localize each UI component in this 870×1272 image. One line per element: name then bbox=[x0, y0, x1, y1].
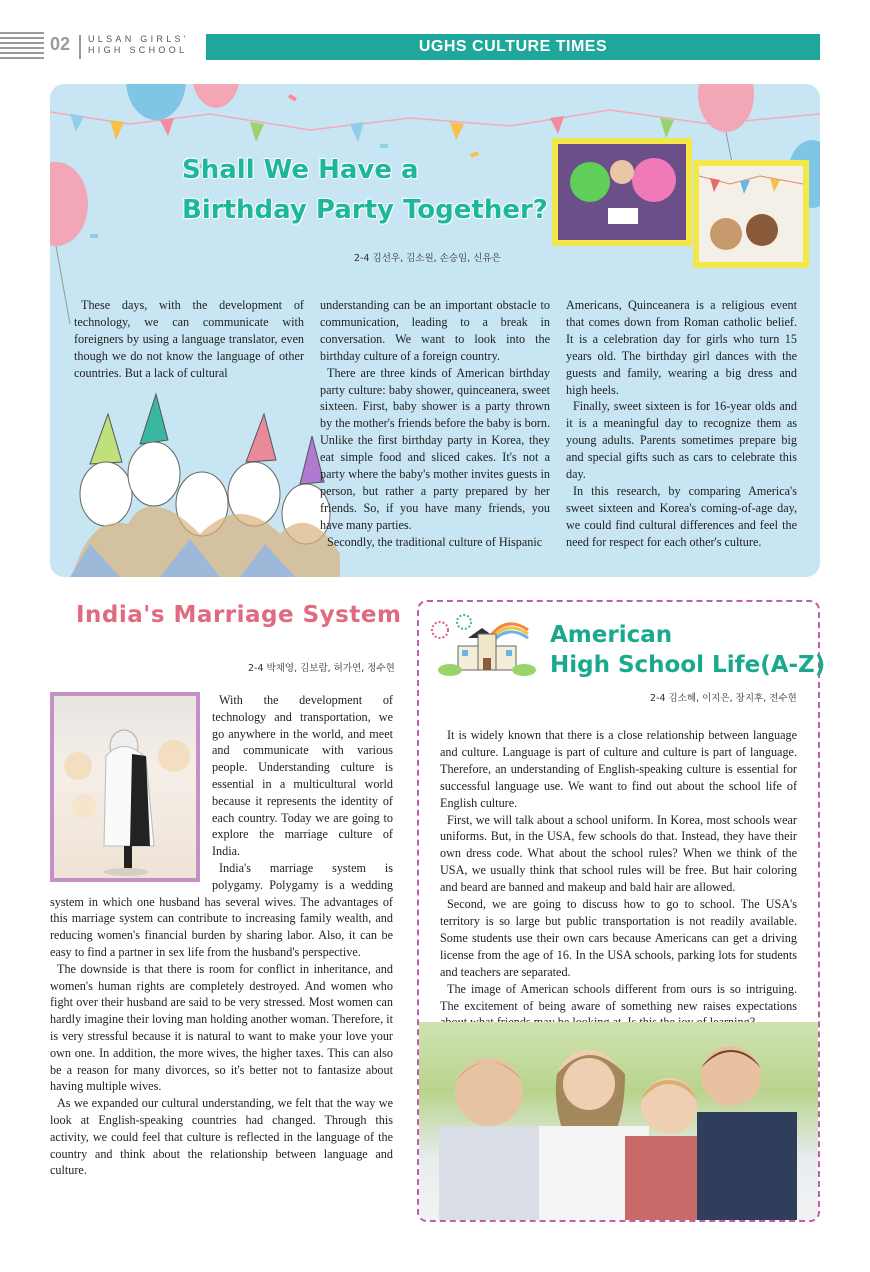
cartoon-girls-illustration bbox=[70, 394, 340, 577]
school-name-line1: ULSAN GIRLS' bbox=[88, 34, 189, 44]
school-name-line2: HIGH SCHOOL bbox=[88, 45, 188, 55]
school-name bbox=[88, 34, 189, 56]
paragraph: With the development of technology and transportation, we go anywhere in the world, and meet and communicate with various people. Understanding culture is essential in a multicultural world because it represents the identity of each country. Today we are going to explore the marriage culture of India. bbox=[212, 693, 393, 859]
page-number: 02 bbox=[50, 34, 71, 54]
school-building-icon bbox=[428, 612, 538, 680]
birthday-byline: 2-4 김선우, 김소원, 손승임, 신유은 bbox=[354, 253, 501, 264]
american-title-line1: American bbox=[550, 622, 673, 648]
paragraph: understanding can be an important obstacle to communication, leading to a break in conversation. We want to look into the birthday culture of a foreign country. bbox=[320, 298, 550, 363]
paragraph: There are three kinds of American birthday party culture: baby shower, quinceanera, sweet sixteen. First, baby shower is a party thrown by the mother's friends before the baby is born. Unlike the first birthday party in Korea, they eat simple food and sliced cakes. It's not a party where the baby's mother invites guests in person, but rather a party prepared by her friends. So, if you have many friends, you have many parties. bbox=[320, 365, 550, 532]
paragraph: The image of American schools different from ours is so intriguing. The excitement of being aware of something new raises expectations bbox=[440, 981, 797, 1013]
india-byline: 2-4 박채영, 김보람, 허가연, 정수현 bbox=[248, 663, 395, 674]
birthday-column-2 bbox=[320, 297, 550, 551]
header-decor-lines bbox=[0, 32, 44, 60]
paragraph: The downside is that there is room for conflict in inheritance, and women's human rights are completely destroyed. And women who fight over their husband are said to be very stressed. Most women can hardly imagine their loving man holding another woman. Therefore, it is very stressful because it is natural to want to make your love your own one. In addition, the more wives, the higher taxes. This can also be a reason for many divorces, so it's better not to fantasize about having multiple wives. bbox=[50, 961, 393, 1094]
newspaper-banner: UGHS CULTURE TIMES bbox=[206, 34, 820, 60]
paragraph: In this research, by comparing America's sweet sixteen and Korea's coming-of-age day, we could find cultural differences and feel the need for respect for each other's culture. bbox=[566, 483, 797, 549]
birthday-title-line2: Birthday Party Together? bbox=[182, 195, 548, 225]
paragraph: Second, we are going to discuss how to go to school. The USA's territory is so large but public transportation is not readily available. Some students use their own cars because Americans can get a driving license from the age of 16. In the USA schools, parking lots for students and teachers are separated. bbox=[440, 897, 797, 979]
india-article-title: India's Marriage System bbox=[76, 602, 402, 628]
header-divider bbox=[79, 35, 81, 59]
wedding-cake-topper-photo bbox=[50, 692, 200, 882]
paragraph: These days, with the development of technology, we can communicate with foreigners by using a language translator, even though we do not know the language of other countries. But a lack of cultural bbox=[74, 298, 304, 380]
american-title-line2: High School Life(A-Z) bbox=[550, 652, 826, 678]
paragraph: Americans, Quinceanera is a religious event that comes down from Roman catholic belief. It is a celebration day for girls who turn 15 years old. The birthday girl dances with the guests and family, wearing a big dress and high heels. bbox=[566, 298, 797, 397]
paragraph: India's marriage system is polygamy. Polygamy is a wedding system in which one husband has several wives. The advantages of this marriage system can contribute to increasing family wealth, and reducing women's financial burden by sharing labor. Also, it can be easy to find a partner in sex life from the husband's perspective. bbox=[50, 860, 393, 959]
birthday-article-title bbox=[182, 150, 548, 230]
american-article-body bbox=[440, 727, 797, 1031]
paragraph: It is widely known that there is a close relationship between language and culture. Language is part of culture and culture is part of language. Therefore, an understanding of English-speaking culture is essential for successful language use. We want to find out about the school life of English culture. bbox=[440, 728, 797, 810]
paragraph: Secondly, the traditional culture of Hispanic bbox=[327, 534, 543, 549]
paragraph: First, we will talk about a school uniform. In Korea, most schools wear uniforms. But, in the USA, few schools do that. Instead, they have their own dress code. What about the school rules? When we think of the USA, we usually think that school rules will be free. But hair coloring and beard are banned and makeup and bald hair are allowed. bbox=[440, 812, 797, 895]
birthday-column-3 bbox=[566, 297, 797, 551]
india-article-body bbox=[50, 692, 393, 1179]
birthday-title-line1: Shall We Have a bbox=[182, 155, 419, 185]
birthday-column-1 bbox=[74, 297, 304, 382]
students-group-photo bbox=[419, 1022, 818, 1220]
american-article-title bbox=[550, 620, 825, 680]
american-byline: 2-4 김소혜, 이지은, 장지후, 전수현 bbox=[650, 693, 797, 704]
paragraph: As we expanded our cultural understanding, we felt that the way we look at English-speaking countries had changed. Through this activity, we could feel that culture is reflected in the language of the country and think about the relationship between language and culture. bbox=[50, 1096, 393, 1178]
paragraph: Finally, sweet sixteen is for 16-year olds and it is a meaningful day to recognize them as young adults. Parents sometimes prepare big and special gifts such as cars to celebrate this day. bbox=[566, 399, 797, 482]
